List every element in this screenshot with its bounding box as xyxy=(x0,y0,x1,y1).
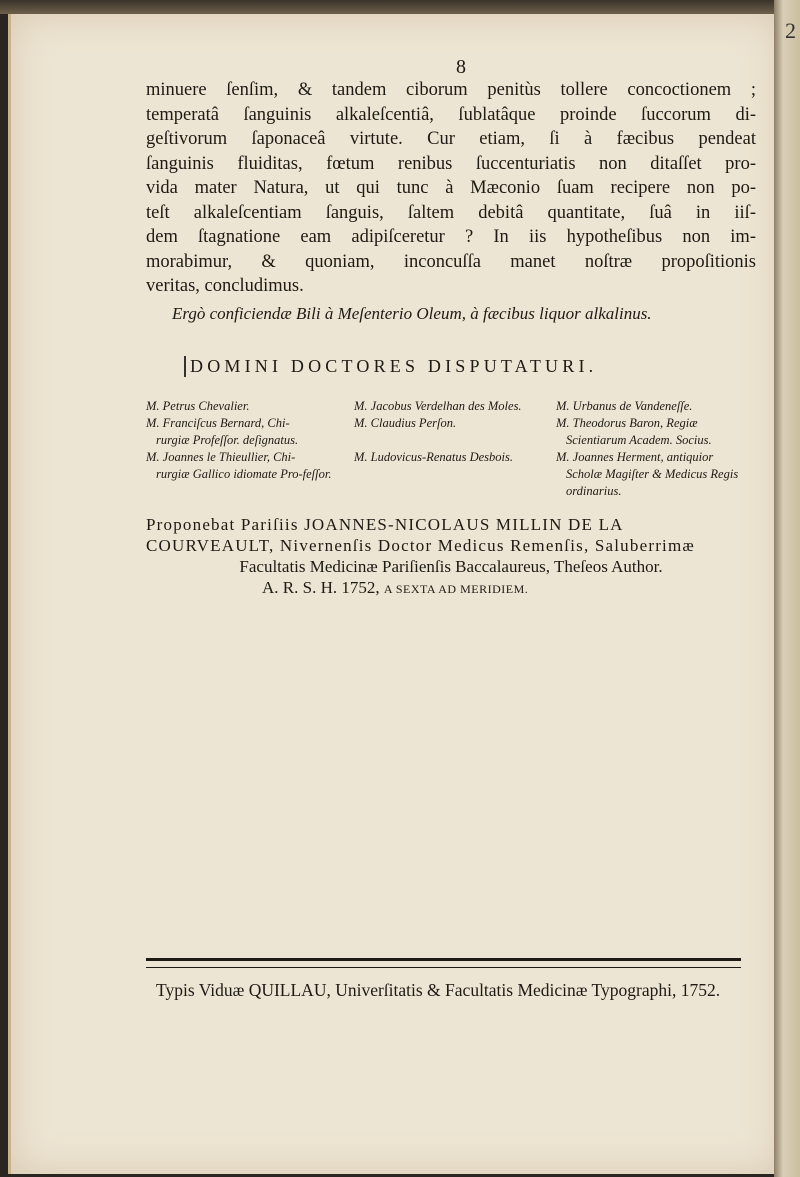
doctor-entry xyxy=(146,415,346,449)
doctor-entry xyxy=(354,398,554,415)
doctor-title: Scholæ Magiſter & Medicus Regis ordinarius. xyxy=(566,467,739,498)
doctor-entry xyxy=(556,398,756,415)
doctors-heading: DOMINI DOCTORES DISPUTATURI. xyxy=(184,356,720,377)
body-line: minuere ſenſim, & tandem ciborum penitùs tollere concoctionem ; xyxy=(146,80,756,100)
doctor-name: M. Petrus Chevalier. xyxy=(146,399,250,413)
body-paragraph xyxy=(146,78,756,299)
body-line: teſt alkaleſcentiam ſanguis, ſaltem debitâ quantitate, ſuâ in iiſ- xyxy=(146,202,756,223)
proposer-line: Proponebat Pariſiis JOANNES-NICOLAUS MILLIN DE LA xyxy=(146,515,624,534)
scan-top-edge xyxy=(0,0,800,14)
page-number: 8 xyxy=(456,56,466,78)
doctor-title: rurgiæ Profeſſor. deſignatus. xyxy=(156,433,299,447)
doctor-entry xyxy=(146,449,346,483)
doctor-title: rurgiæ Gallico idiomate Pro-feſſor. xyxy=(156,467,332,481)
body-line: temperatâ ſanguinis alkaleſcentiâ, ſublatâque proinde ſuccorum di- xyxy=(146,104,756,125)
printer-imprint: Typis Viduæ QUILLAU, Univerſitatis & Facultatis Medicinæ Typographi, 1752. xyxy=(156,980,721,1000)
body-line: veritas, concludimus. xyxy=(146,276,304,296)
proposer-line: COURVEAULT, Nivernenſis Doctor Medicus Remenſis, Saluberrimæ xyxy=(146,536,695,555)
doctor-entry xyxy=(146,398,346,415)
doctor-entry xyxy=(556,415,756,449)
book-page-edges xyxy=(774,0,800,1177)
doctors-column-2 xyxy=(354,398,554,466)
divider-rule xyxy=(146,958,741,968)
doctor-entry xyxy=(354,415,554,432)
body-line: ſanguinis fluiditas, fœtum renibus ſuccenturiatis non ditaſſet pro- xyxy=(146,153,756,174)
doctor-name: M. Joannes Herment, antiquior xyxy=(556,450,714,464)
corner-mark: 2 xyxy=(785,18,796,43)
doctor-name: M. Claudius Perſon. xyxy=(354,416,457,430)
body-line: vida mater Natura, ut qui tunc à Mæconio ſuam recipere non po- xyxy=(146,178,756,198)
doctors-column-3 xyxy=(556,398,756,500)
doctors-column-1 xyxy=(146,398,346,483)
doctor-name: M. Urbanus de Vandeneſſe. xyxy=(556,399,693,413)
doctor-name: M. Jacobus Verdelhan des Moles. xyxy=(354,399,522,413)
doctor-name: M. Theodorus Baron, Regiæ xyxy=(556,416,698,430)
body-line: morabimur, & quoniam, inconcuſſa manet noſtræ propoſitionis xyxy=(146,251,756,272)
doctor-entry xyxy=(556,449,756,500)
thesis-conclusion: Ergò conficiendæ Bili à Meſenterio Oleum, à fæcibus liquor alkalinus. xyxy=(172,304,652,323)
defense-year: A. R. S. H. 1752, xyxy=(262,578,380,597)
body-line: geſtivorum ſaponaceâ virtute. Cur etiam, ſi à fæcibus pendeat xyxy=(146,129,756,149)
proposer-block xyxy=(146,514,756,600)
proposer-line: Facultatis Medicinæ Pariſienſis Baccalaureus, Theſeos Author. xyxy=(239,557,663,576)
doctor-entry xyxy=(354,449,554,466)
body-line: dem ſtagnatione eam adipiſceretur ? In iis hypotheſibus non im- xyxy=(146,227,756,247)
defense-time: A SEXTA AD MERIDIEM. xyxy=(383,582,529,596)
doctor-name: M. Franciſcus Bernard, Chi- xyxy=(146,416,290,430)
doctor-name: M. Joannes le Thieullier, Chi- xyxy=(146,450,296,464)
doctor-name: M. Ludovicus-Renatus Desbois. xyxy=(354,450,514,464)
defense-date xyxy=(146,577,756,600)
doctor-title: Scientiarum Academ. Socius. xyxy=(566,433,712,447)
